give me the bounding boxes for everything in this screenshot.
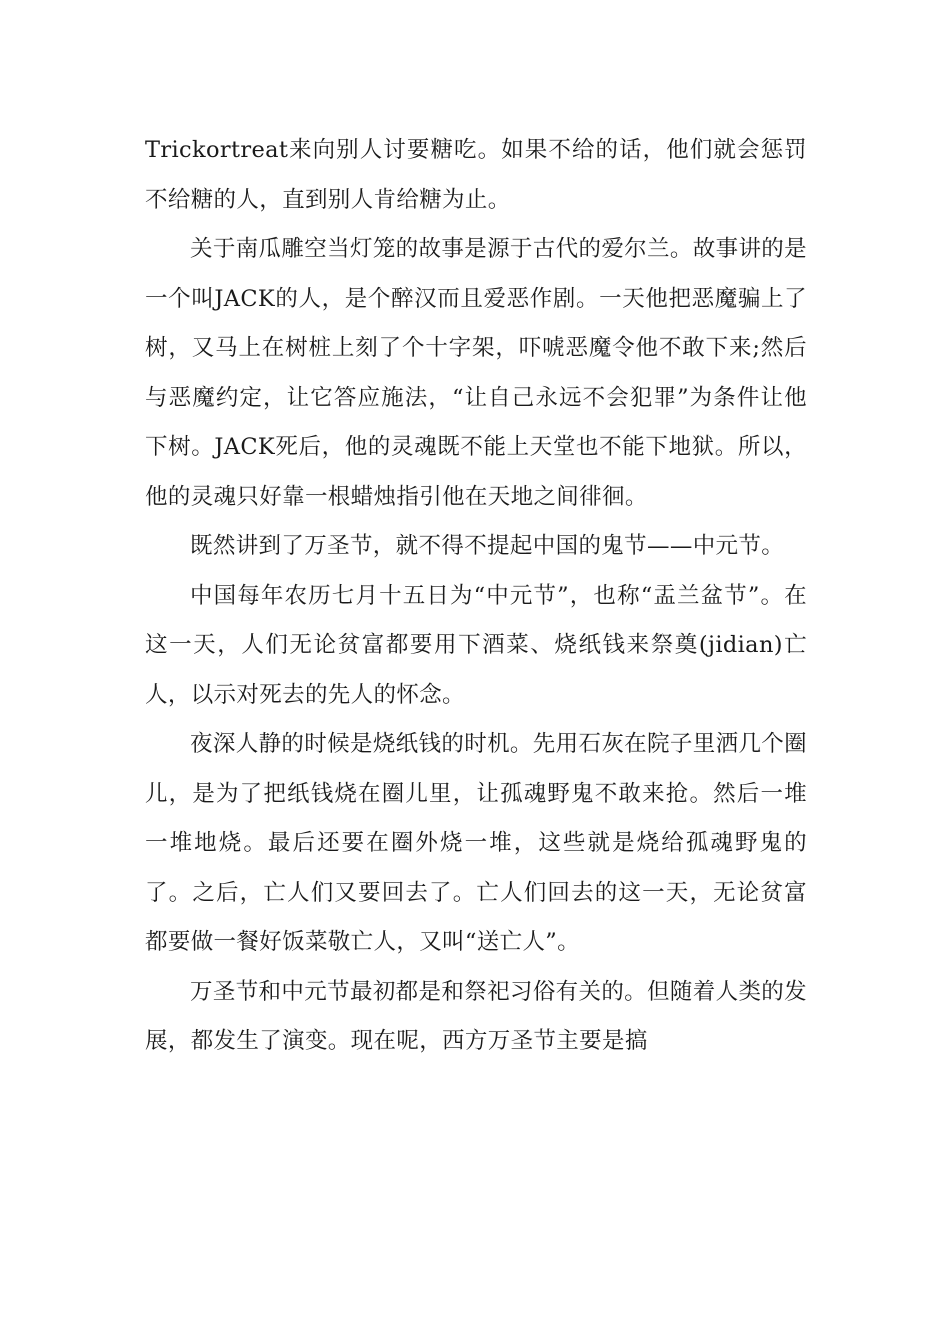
paragraph-1: Trickortreat来向别人讨要糖吃。如果不给的话，他们就会惩罚不给糖的人，直到别人肯给糖为止。 — [145, 137, 807, 213]
paragraph-5: 夜深人静的时候是烧纸钱的时机。先用石灰在院子里洒几个圈儿，是为了把纸钱烧在圈儿里，让孤魂野鬼不敢来抢。然后一堆一堆地烧。最后还要在圈外烧一堆，这些就是烧给孤魂野鬼的了。之后，亡人们又要回去了。亡人们回去的这一天，无论贫富都要做一餐好饭菜敬亡人，又叫“送亡人”。 — [145, 731, 807, 955]
paragraph-2: 关于南瓜雕空当灯笼的故事是源于古代的爱尔兰。故事讲的是一个叫JACK的人，是个醉汉而且爱恶作剧。一天他把恶魔骗上了树，又马上在树桩上刻了个十字架，吓唬恶魔令他不敢下来;然后与恶魔约定，让它答应施法，“让自己永远不会犯罪”为条件让他下树。JACK死后，他的灵魂既不能上天堂也不能下地狱。所以，他的灵魂只好靠一根蜡烛指引他在天地之间徘徊。 — [145, 236, 807, 510]
paragraph-6: 万圣节和中元节最初都是和祭祀习俗有关的。但随着人类的发展，都发生了演变。现在呢，西方万圣节主要是搞 — [145, 978, 807, 1054]
paragraph-3: 既然讲到了万圣节，就不得不提起中国的鬼节——中元节。 — [190, 533, 785, 559]
document-page — [145, 126, 807, 1067]
paragraph-4: 中国每年农历七月十五日为“中元节”，也称“盂兰盆节”。在这一天，人们无论贫富都要用下酒菜、烧纸钱来祭奠(jidian)亡人，以示对死去的先人的怀念。 — [145, 582, 807, 708]
